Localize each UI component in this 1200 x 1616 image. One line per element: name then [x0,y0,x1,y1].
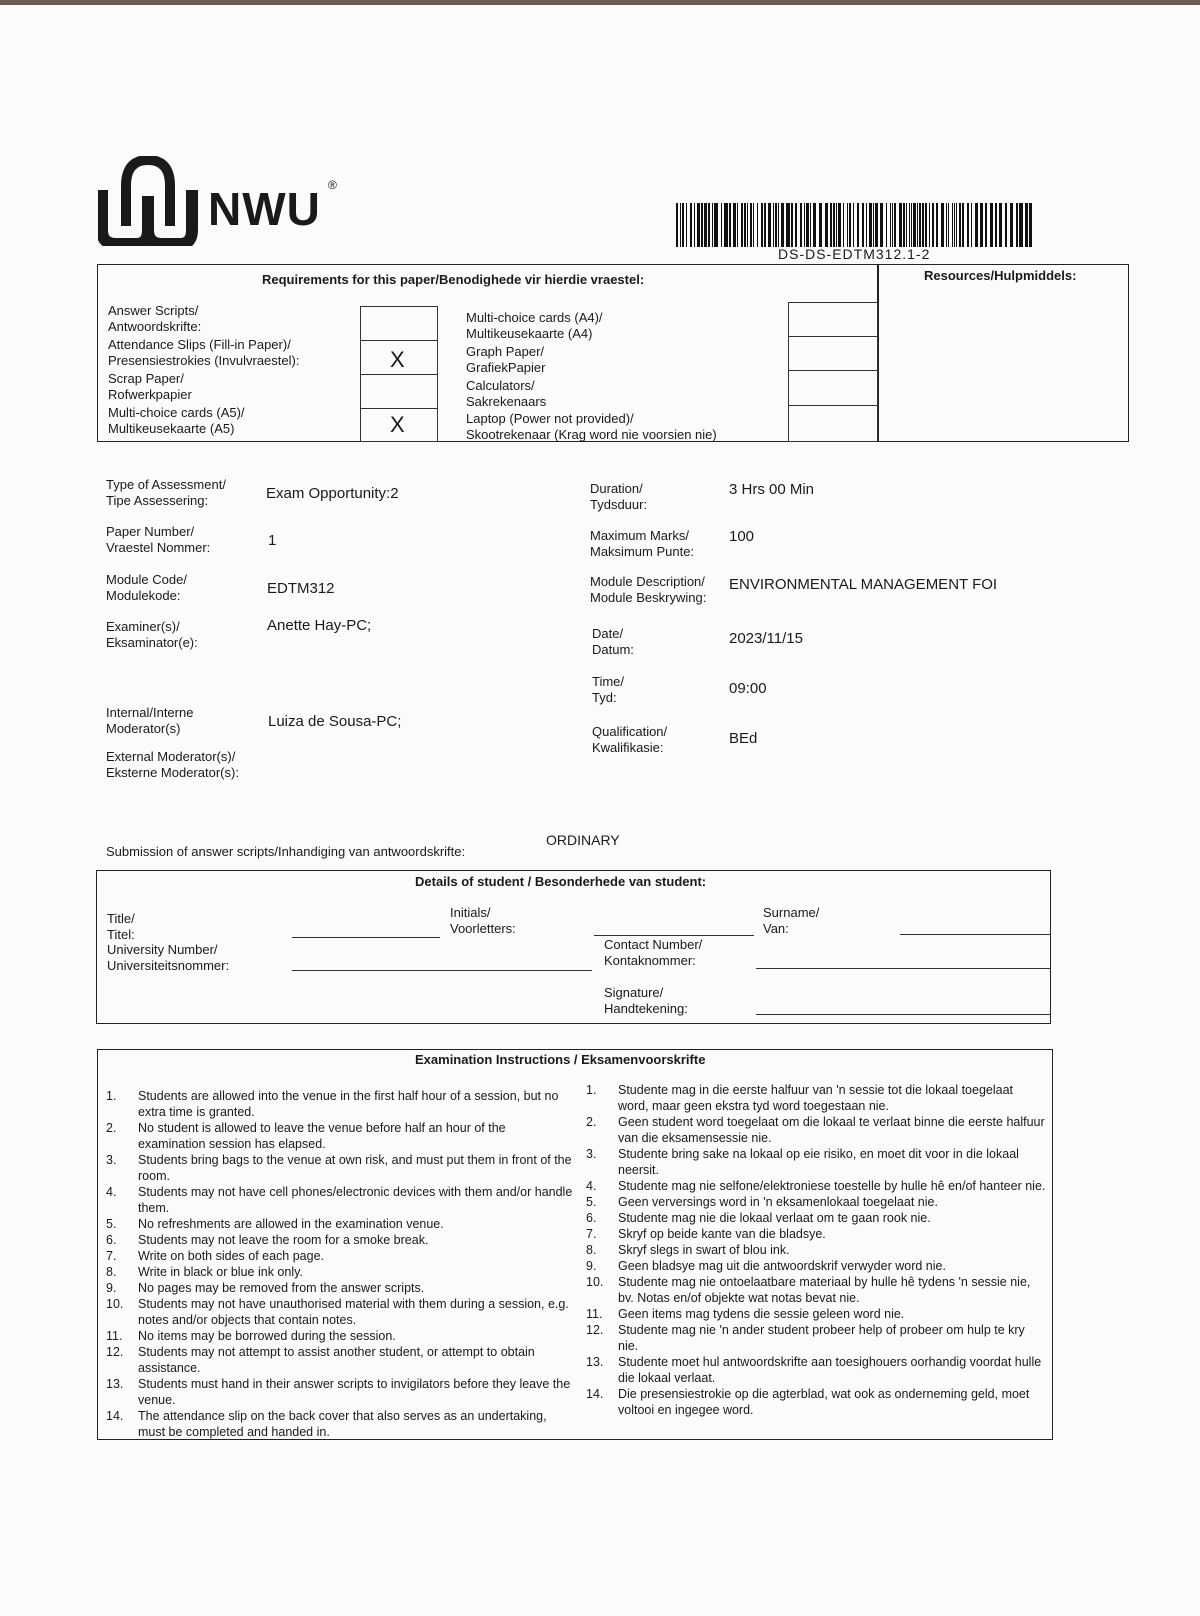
date-label: Date/ Datum: [592,626,634,657]
barcode-text: DS-DS-EDTM312.1-2 [778,246,931,262]
initials-field[interactable] [594,935,754,936]
external-moderator-label: External Moderator(s)/ Eksterne Moderator(s): [106,749,239,780]
time-value: 09:00 [729,680,767,697]
instruction-item: 8. Skryf slegs in swart of blou ink. [586,1243,790,1257]
req-right-checkbox-column [788,302,878,442]
barcode [676,203,1034,247]
signature-field[interactable] [756,1014,1050,1015]
req-item-calculators: Calculators/ Sakrekenaars [466,378,547,409]
instruction-item: 13. Studente moet hul antwoordskrifte aan toesighouers oorhandig voordat hulle die lokaal verlaat. [586,1355,1042,1385]
maximum-marks-label: Maximum Marks/ Maksimum Punte: [590,528,695,559]
module-description-label: Module Description/ Module Beskrywing: [590,574,707,605]
instruction-item: 7. Write on both sides of each page. [106,1249,324,1263]
instruction-item: 6. Studente mag nie die lokaal verlaat om te gaan rook nie. [586,1211,931,1225]
checkbox-attendance-slips[interactable]: X [390,347,405,372]
time-label: Time/ Tyd: [592,674,625,705]
instruction-item: 1. Studente mag in die eerste halfuur van 'n sessie tot die lokaal toegelaat word, maar geen ekstra tyd word toegestaan nie. [586,1083,1014,1113]
instruction-item: 1. Students are allowed into the venue in the first half hour of a session, but no extra time is granted. [106,1089,559,1119]
resources-title: Resources/Hulpmiddels: [924,268,1077,283]
page-top-edge [0,0,1200,5]
logo-text: NWU [208,183,321,235]
instruction-item: 13. Students must hand in their answer scripts to invigilators before they leave the venue. [106,1377,571,1407]
instruction-item: 8. Write in black or blue ink only. [106,1265,303,1279]
submission-label: Submission of answer scripts/Inhandiging van antwoordskrifte: [106,844,466,859]
instruction-item: 4. Students may not have cell phones/electronic devices with them and/or handle them. [106,1185,573,1215]
qualification-label: Qualification/ Kwalifikasie: [592,724,668,755]
contact-number-field[interactable] [756,968,1050,969]
paper-number-label: Paper Number/ Vraestel Nommer: [106,524,211,555]
instruction-item: 10. Studente mag nie ontoelaatbare materiaal by hulle hê tydens 'n sessie nie, bv. Notas en/of objekte wat notas bevat nie. [586,1275,1031,1305]
student-details-title: Details of student / Besonderhede van student: [415,874,707,889]
instruction-item: 2. Geen student word toegelaat om die lokaal te verlaat binne die eerste halfuur van die eksamensessie nie. [586,1115,1045,1145]
module-code-label: Module Code/ Modulekode: [106,572,187,603]
submission-value: ORDINARY [546,832,620,848]
req-item-answer-scripts: Answer Scripts/ Antwoordskrifte: [108,303,202,334]
instruction-item: 5. No refreshments are allowed in the examination venue. [106,1217,444,1231]
instruction-item: 14. Die presensiestrokie op die agterblad, wat ook as onderneming geld, moet voltooi en ingegee word. [586,1387,1030,1417]
internal-moderator-value: Luiza de Sousa-PC; [268,713,402,730]
instruction-item: 2. No student is allowed to leave the venue before half an hour of the examination session has elapsed. [106,1121,506,1151]
instruction-item: 12. Studente mag nie 'n ander student probeer help of probeer om hulp te kry nie. [586,1323,1025,1353]
maximum-marks-value: 100 [729,528,755,545]
instruction-item: 12. Students may not attempt to assist another student, or attempt to obtain assistance. [106,1345,535,1375]
instruction-item: 11. Geen items mag tydens die sessie geleen word nie. [586,1307,905,1321]
examiner-value: Anette Hay-PC; [267,617,372,634]
surname-field[interactable] [900,934,1050,935]
internal-moderator-label: Internal/Interne Moderator(s) [106,705,194,736]
instruction-item: 10. Students may not have unauthorised material with them during a session, e.g. notes and/or objects that contain notes. [106,1297,569,1327]
module-code-value: EDTM312 [267,580,335,597]
requirements-title: Requirements for this paper/Benodighede vir hierdie vraestel: [262,272,645,287]
duration-value: 3 Hrs 00 Min [729,481,815,498]
student-title-label: Title/ Titel: [107,911,135,942]
logo-registered-mark: ® [328,178,337,192]
date-value: 2023/11/15 [729,630,803,647]
instructions-title: Examination Instructions / Eksamenvoorskrifte [415,1052,706,1067]
signature-label: Signature/ Handtekening: [604,985,688,1016]
req-item-multichoice-a4: Multi-choice cards (A4)/ Multikeusekaarte (A4) [466,310,603,341]
req-item-graph-paper: Graph Paper/ GrafiekPapier [466,344,546,375]
university-number-label: University Number/ Universiteitsnommer: [107,942,230,973]
instructions-english-list [106,1088,574,1440]
student-title-field[interactable] [292,937,440,938]
student-details-box [96,870,1051,1024]
instruction-item: 9. Geen bladsye mag uit die antwoordskrif verwyder word nie. [586,1259,946,1273]
instruction-item: 9. No pages may be removed from the answer scripts. [106,1281,425,1295]
req-item-laptop: Laptop (Power not provided)/ Skootrekenaar (Krag word nie voorsien nie) [466,411,717,442]
paper-number-value: 1 [268,532,277,549]
qualification-value: BEd [729,730,758,747]
surname-label: Surname/ Van: [763,905,820,936]
resources-box [877,264,1129,442]
instruction-item: 4. Studente mag nie selfone/elektroniese toestelle by hulle hê en/of hanteer nie. [586,1179,1046,1193]
contact-number-label: Contact Number/ Kontaknommer: [604,937,703,968]
req-item-scrap-paper: Scrap Paper/ Rofwerkpapier [108,371,192,402]
instruction-item: 5. Geen verversings word in 'n eksamenlokaal toegelaat nie. [586,1195,938,1209]
initials-label: Initials/ Voorletters: [450,905,516,936]
university-number-field[interactable] [292,970,592,971]
instruction-item: 3. Studente bring sake na lokaal op eie risiko, en moet dit voor in die lokaal neersit. [586,1147,1019,1177]
instruction-item: 6. Students may not leave the room for a smoke break. [106,1233,429,1247]
instructions-afrikaans-list [586,1082,1046,1418]
instruction-item: 11. No items may be borrowed during the session. [106,1329,396,1343]
duration-label: Duration/ Tydsduur: [590,481,648,512]
examiner-label: Examiner(s)/ Eksaminator(e): [106,619,198,650]
instruction-item: 14. The attendance slip on the back cover that also serves as an undertaking, must be completed and handed in. [106,1409,547,1439]
assessment-type-label: Type of Assessment/ Tipe Assessering: [106,477,226,508]
assessment-type-value: Exam Opportunity:2 [266,485,399,502]
instruction-item: 7. Skryf op beide kante van die bladsye. [586,1227,826,1241]
req-item-attendance-slips: Attendance Slips (Fill-in Paper)/ Presensiestrokies (Invulvraestel): [108,337,300,368]
module-description-value: ENVIRONMENTAL MANAGEMENT FOI [729,576,998,593]
nwu-logo-icon [98,156,198,246]
req-item-multichoice-a5: Multi-choice cards (A5)/ Multikeusekaarte (A5) [108,405,245,436]
checkbox-multichoice-a5[interactable]: X [390,412,405,437]
instruction-item: 3. Students bring bags to the venue at own risk, and must put them in front of the room. [106,1153,572,1183]
